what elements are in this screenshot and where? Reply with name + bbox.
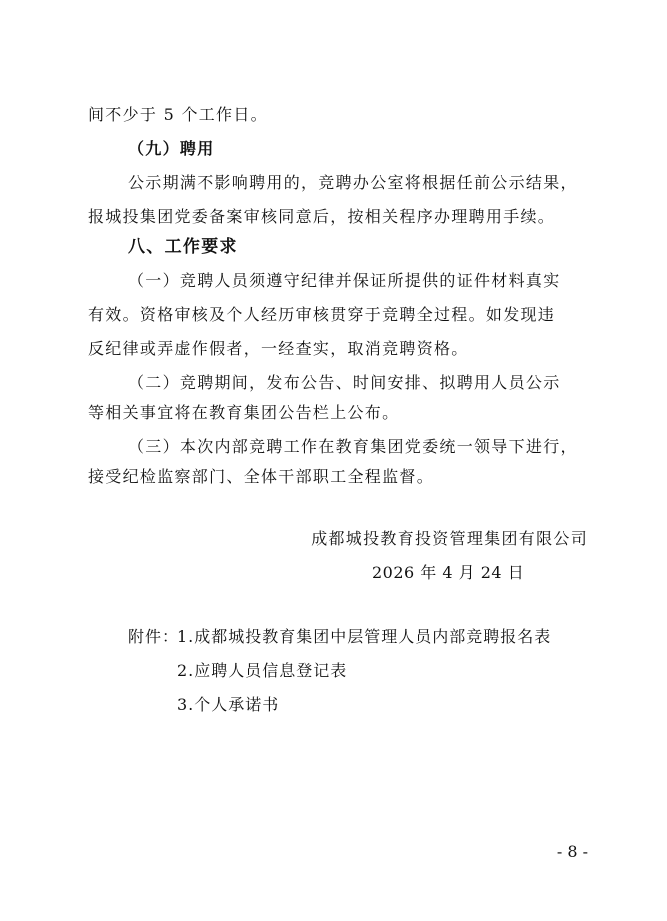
attachment-item: 3.个人承诺书 [177,695,280,714]
section-heading-hiring: （九）聘用 [128,139,215,158]
body-line: （二）竞聘期间，发布公告、时间安排、拟聘用人员公示 [128,373,561,392]
section-heading-requirements: 八、工作要求 [128,237,238,257]
body-line: 接受纪检监察部门、全体干部职工全程监督。 [88,467,435,486]
signature-org: 成都城投教育投资管理集团有限公司 [311,529,588,548]
attachment-item: 1.成都城投教育集团中层管理人员内部竞聘报名表 [177,627,552,646]
body-line: 等相关事宜将在教育集团公告栏上公布。 [88,403,400,422]
body-line: 报城投集团党委备案审核同意后，按相关程序办理聘用手续。 [88,207,556,226]
body-line: 反纪律或弄虚作假者，一经查实，取消竞聘资格。 [88,339,469,358]
page-number: - 8 - [556,842,588,861]
attachments-label: 附件： [128,627,180,646]
body-line: （一）竞聘人员须遵守纪律并保证所提供的证件材料真实 [128,271,561,290]
body-line: 公示期满不影响聘用的，竞聘办公室将根据任前公示结果， [128,173,578,192]
body-line: 间不少于 5 个工作日。 [88,105,268,124]
attachment-item: 2.应聘人员信息登记表 [177,661,348,680]
body-line: 有效。资格审核及个人经历审核贯穿于竞聘全过程。如发现违 [88,305,556,324]
signature-date: 2026 年 4 月 24 日 [372,563,525,582]
body-line: （三）本次内部竞聘工作在教育集团党委统一领导下进行， [128,437,578,456]
